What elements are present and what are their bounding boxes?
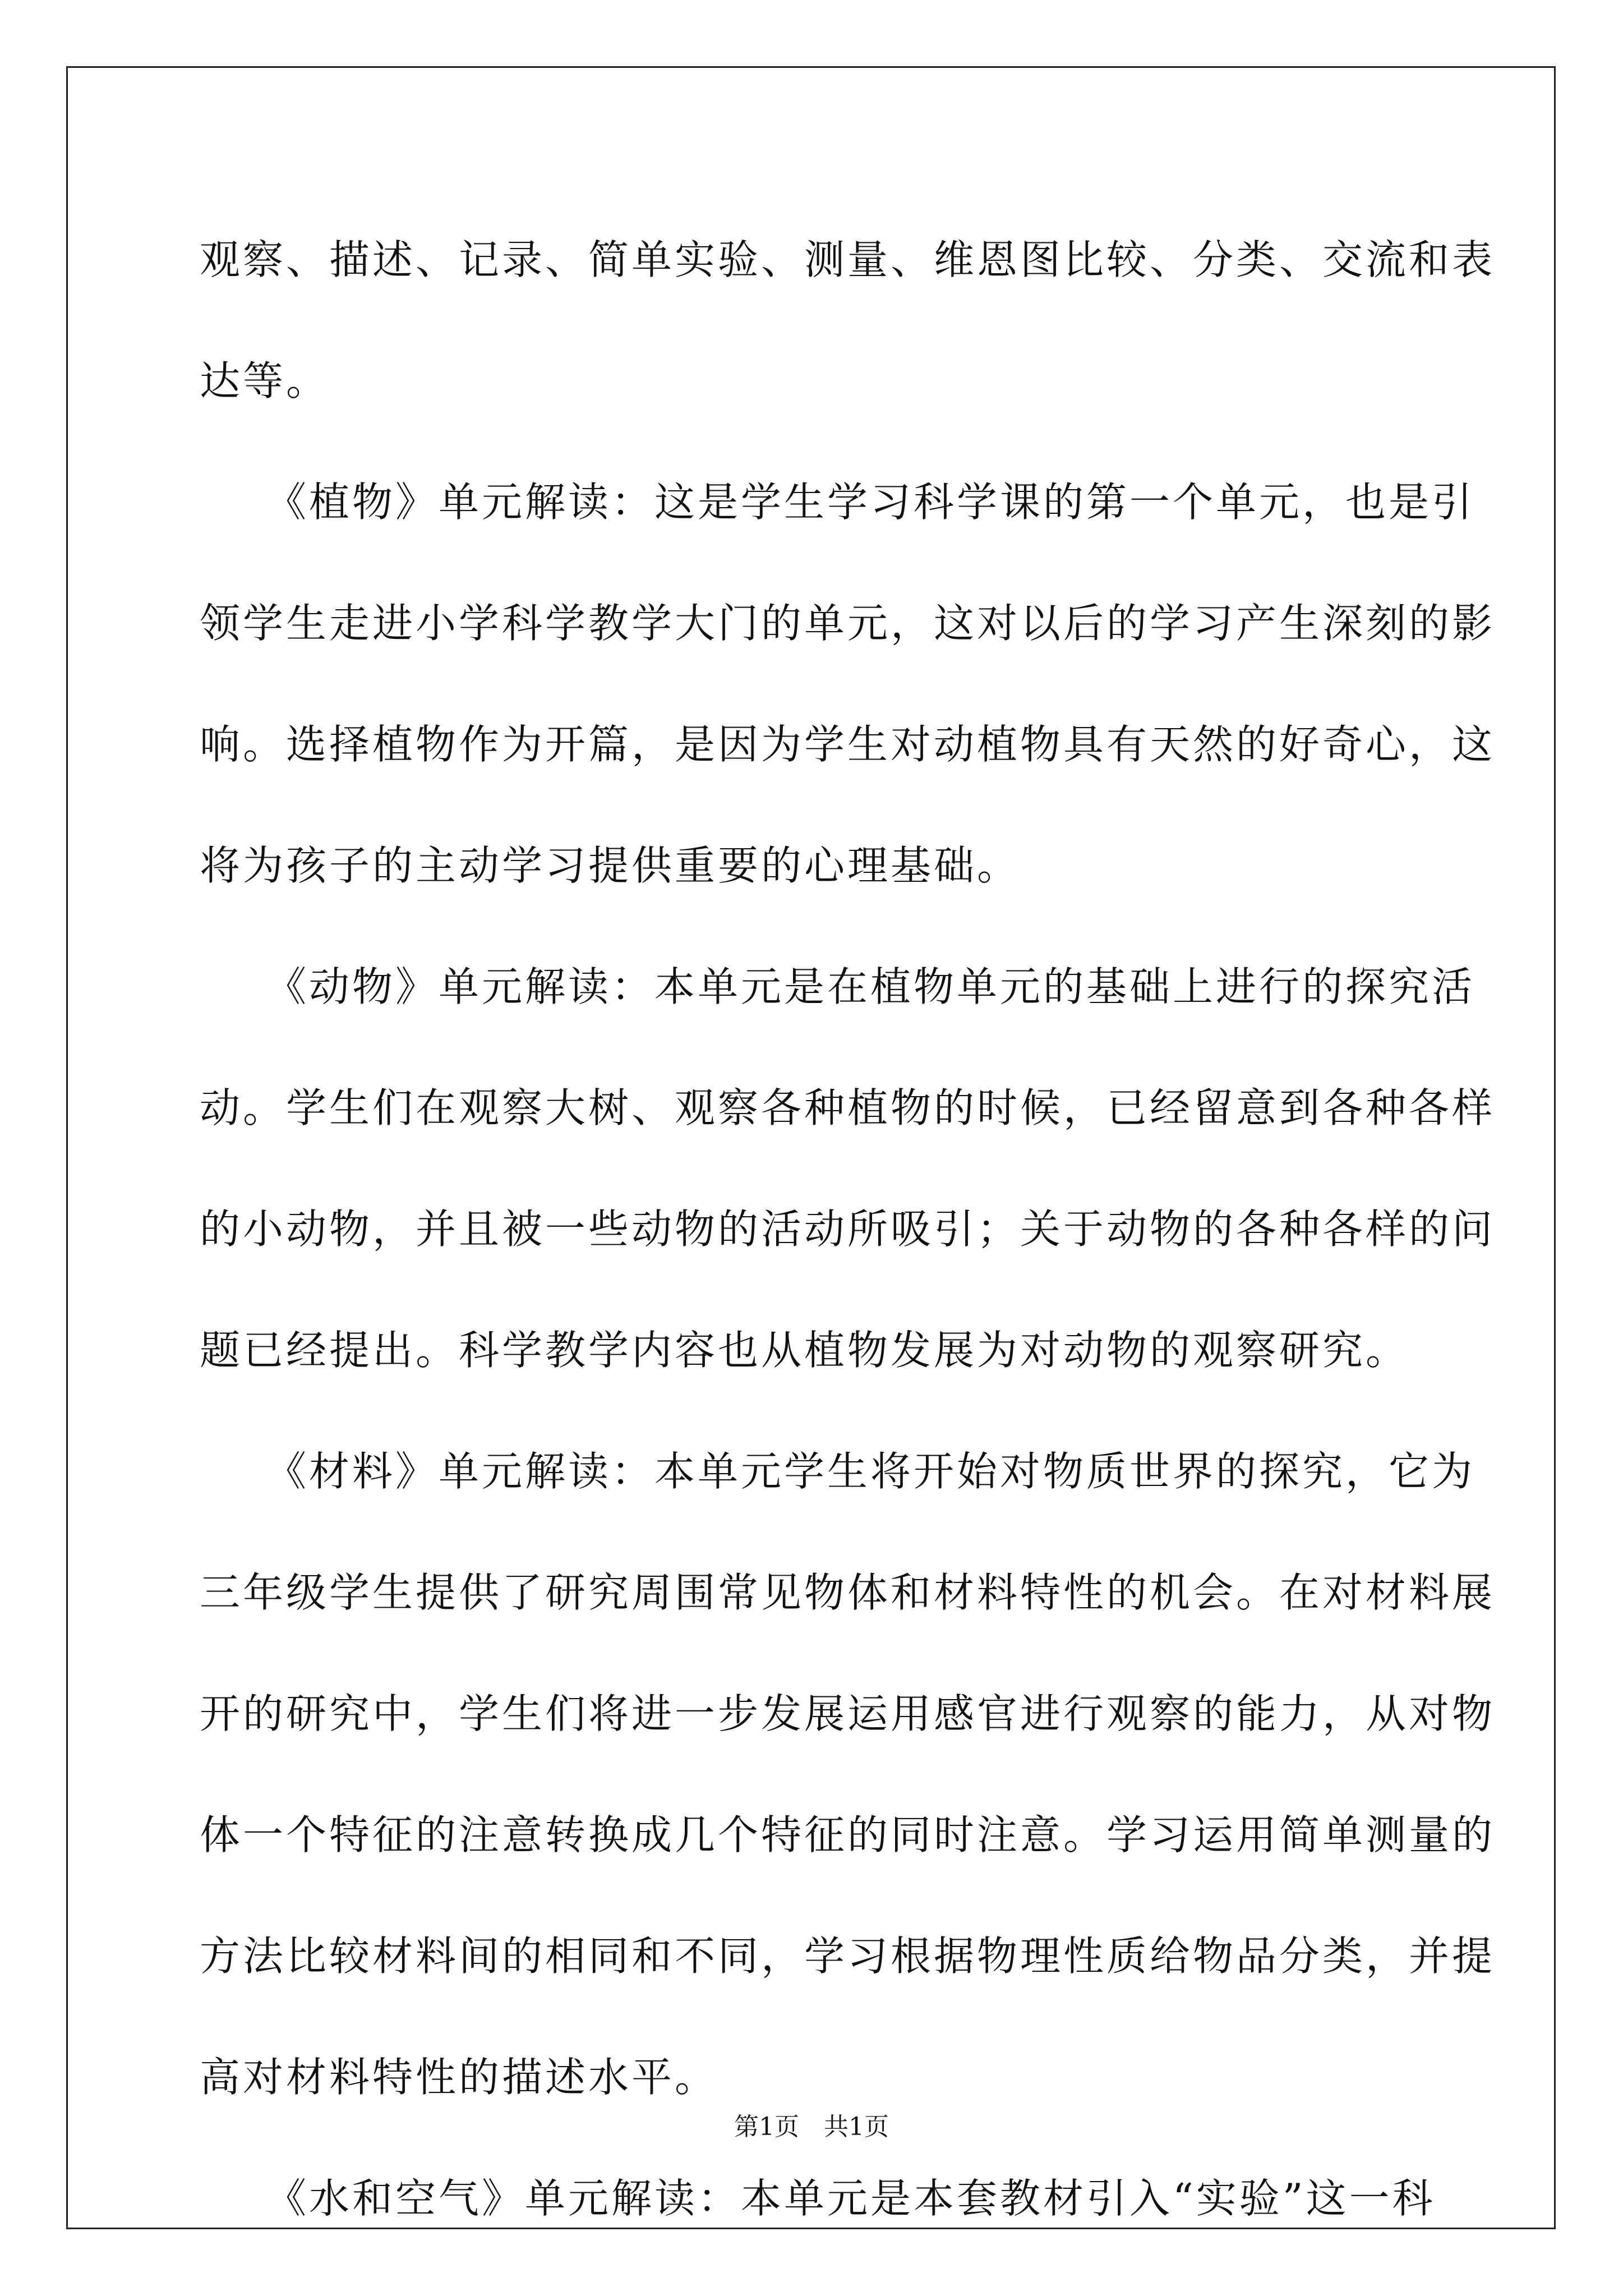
text-line: 高对材料特性的描述水平。 (200, 2054, 718, 2101)
text-line: 《水和空气》单元解读：本单元是本套教材引入“实验”这一科 (200, 2175, 1436, 2222)
text-line: 《植物》单元解读：这是学生学习科学课的第一个单元，也是引 (200, 478, 1476, 526)
document-body (200, 199, 1496, 2259)
page-footer: 第1页 共1页 (734, 2113, 889, 2141)
text-line: 三年级学生提供了研究周围常见物体和材料特性的机会。在对材料展 (200, 1569, 1496, 1616)
text-line: 题已经提出。科学教学内容也从植物发展为对动物的观察研究。 (200, 1327, 1409, 1374)
text-line: 动。学生们在观察大树、观察各种植物的时候，已经留意到各种各样 (200, 1084, 1496, 1131)
text-line: 《材料》单元解读：本单元学生将开始对物质世界的探究，它为 (200, 1448, 1476, 1495)
text-line: 领学生走进小学科学教学大门的单元，这对以后的学习产生深刻的影 (200, 600, 1496, 647)
text-line: 观察、描述、记录、简单实验、测量、维恩图比较、分类、交流和表 (200, 236, 1496, 283)
text-line: 开的研究中，学生们将进一步发展运用感官进行观察的能力，从对物 (200, 1690, 1496, 1737)
text-line: 响。选择植物作为开篇，是因为学生对动植物具有天然的好奇心，这 (200, 721, 1496, 768)
text-line: 体一个特征的注意转换成几个特征的同时注意。学习运用简单测量的 (200, 1811, 1496, 1858)
text-line: 《动物》单元解读：本单元是在植物单元的基础上进行的探究活 (200, 963, 1476, 1010)
text-line: 达等。 (200, 357, 330, 404)
text-line: 方法比较材料间的相同和不同，学习根据物理性质给物品分类，并提 (200, 1932, 1496, 1980)
text-line: 将为孩子的主动学习提供重要的心理基础。 (200, 842, 1021, 889)
text-line: 的小动物，并且被一些动物的活动所吸引；关于动物的各种各样的问 (200, 1205, 1496, 1253)
